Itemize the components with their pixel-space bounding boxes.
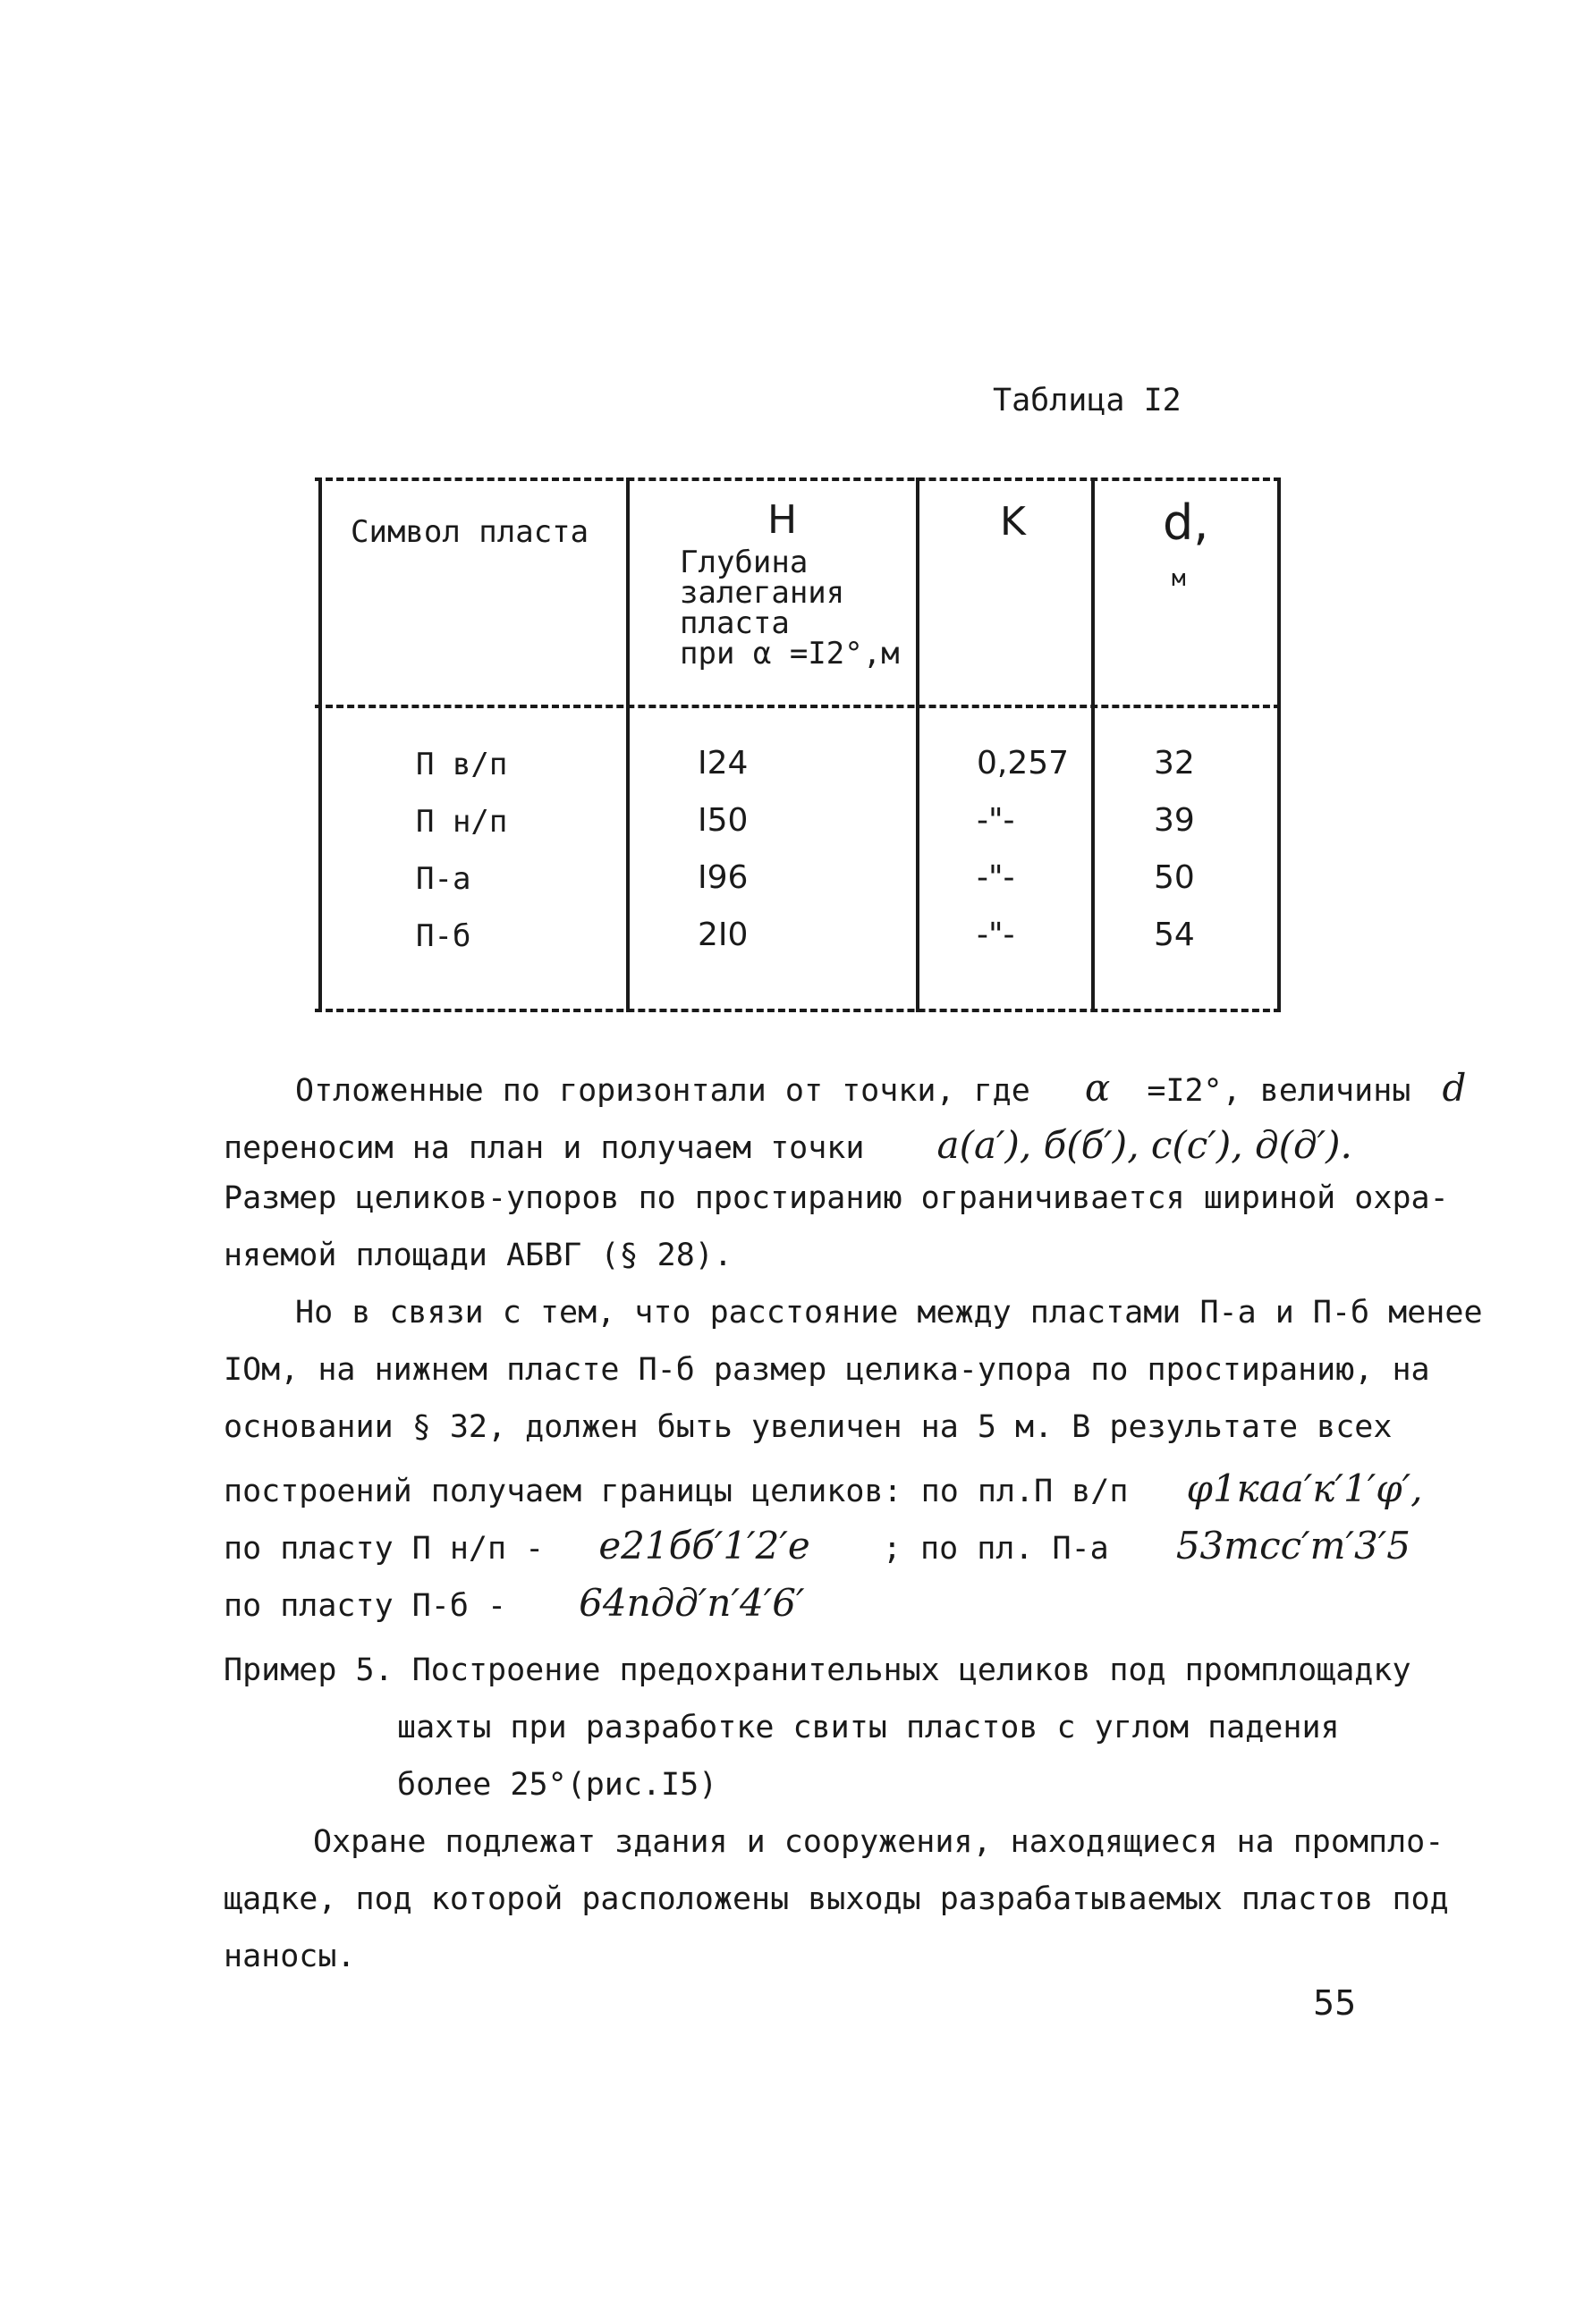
header-d-symbol: d,: [1163, 494, 1209, 551]
pillar-boundary-4: 64nдд′n′4′6′: [579, 1581, 805, 1625]
paragraph-1-line-1: [295, 1066, 1466, 1110]
table-right-border: [1277, 477, 1281, 1012]
row-2-d: 39: [1154, 802, 1195, 839]
example-heading-line-2: шахты при разработке свиты пластов с углом падения: [397, 1710, 1340, 1745]
row-4-symbol: П-б: [416, 918, 471, 954]
paragraph-3-line-3: наносы.: [224, 1939, 356, 1974]
row-1-d: 32: [1154, 745, 1195, 782]
page-number: 55: [1313, 1983, 1357, 2023]
example-heading-line-1: Пример 5. Построение предохранительных целиков под промплощадку: [224, 1652, 1411, 1688]
points-formula: a(a′), б(б′), c(c′), д(д′).: [936, 1123, 1352, 1167]
header-h-description: Глубина залегания пласта при α =I2°,м: [680, 545, 900, 672]
example-heading-line-3: более 25°(рис.I5): [397, 1767, 718, 1803]
row-2-symbol: П н/п: [416, 804, 508, 840]
d-symbol: d: [1442, 1066, 1467, 1110]
row-1-k: 0,257: [977, 745, 1070, 782]
p1-text-b: =I2°, величины: [1147, 1073, 1411, 1109]
table-left-border: [318, 477, 322, 1012]
p1-text-c: переносим на план и получаем точки: [224, 1130, 865, 1166]
paragraph-2-line-4: [224, 1466, 1423, 1510]
pillar-boundary-1: φ1каa′к′1′φ′,: [1186, 1466, 1423, 1510]
table-col-divider-1: [626, 477, 630, 1012]
row-1-h: I24: [698, 745, 749, 782]
paragraph-2-line-1: Но в связи с тем, что расстояние между пластами П-а и П-б менее: [295, 1295, 1483, 1331]
table-col-divider-3: [1091, 477, 1095, 1012]
alpha-symbol: α: [1084, 1066, 1111, 1110]
paragraph-2-line-5: [224, 1524, 1410, 1568]
row-2-k: -"-: [977, 802, 1015, 839]
paragraph-2-line-2: IOм, на нижнем пласте П-б размер целика-упора по простиранию, на: [224, 1352, 1430, 1388]
row-3-k: -"-: [977, 859, 1015, 896]
row-3-symbol: П-а: [416, 861, 471, 897]
table-bottom-border: [315, 1009, 1281, 1012]
row-3-d: 50: [1154, 859, 1195, 896]
p2-text-a: построений получаем границы целиков: по пл.П в/п: [224, 1474, 1129, 1509]
pillar-boundary-2: e21бб′1′2′e: [598, 1524, 810, 1568]
header-d-unit: м: [1172, 565, 1186, 592]
header-k-symbol: K: [1000, 499, 1026, 545]
header-symbol: Символ пласта: [351, 514, 589, 550]
pillar-boundary-3: 53mcc′m′3′5: [1175, 1524, 1411, 1568]
p2-text-d: по пласту П-б -: [224, 1588, 507, 1624]
row-4-k: -"-: [977, 917, 1015, 953]
row-3-h: I96: [698, 859, 749, 896]
paragraph-3-line-2: щадке, под которой расположены выходы разрабатываемых пластов под: [224, 1881, 1449, 1917]
p2-text-c: ; по пл. П-а: [882, 1531, 1109, 1567]
paragraph-2-line-3: основании § 32, должен быть увеличен на 5 м. В результате всех: [224, 1409, 1393, 1445]
paragraph-1-line-3: Размер целиков-упоров по простиранию ограничивается шириной охра-: [224, 1180, 1449, 1216]
paragraph-2-line-6: [224, 1581, 805, 1625]
p1-text-a: Отложенные по горизонтали от точки, где: [295, 1073, 1030, 1109]
p2-text-b: по пласту П н/п -: [224, 1531, 545, 1567]
header-h-symbol: H: [767, 497, 798, 543]
paragraph-3-line-1: Охране подлежат здания и сооружения, находящиеся на промпло-: [313, 1824, 1444, 1860]
table-header-divider: [315, 705, 1281, 708]
row-4-d: 54: [1154, 917, 1195, 953]
row-1-symbol: П в/п: [416, 747, 508, 782]
row-2-h: I50: [698, 802, 749, 839]
paragraph-1-line-4: няемой площади АБВГ (§ 28).: [224, 1238, 733, 1273]
table-top-border: [315, 477, 1281, 481]
table-caption: Таблица I2: [993, 383, 1182, 418]
row-4-h: 2I0: [698, 917, 749, 953]
paragraph-1-line-2: [224, 1123, 1352, 1167]
